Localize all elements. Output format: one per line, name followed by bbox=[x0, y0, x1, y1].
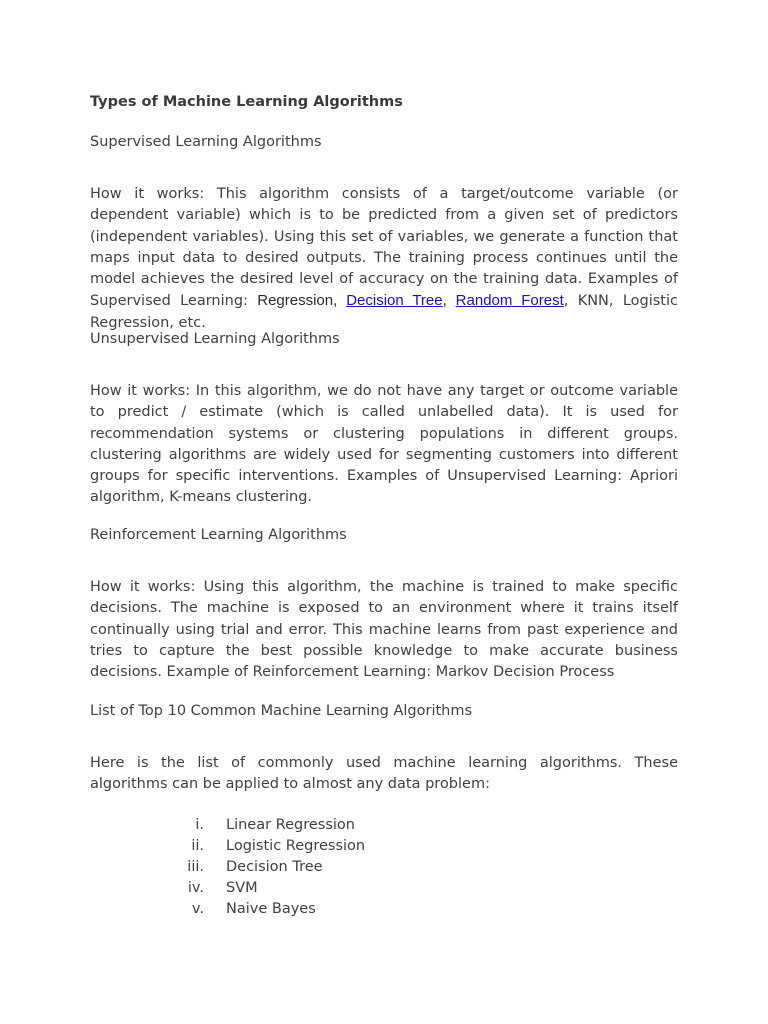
supervised-paragraph bbox=[90, 184, 678, 334]
list-item bbox=[90, 899, 316, 920]
supervised-heading: Supervised Learning Algorithms bbox=[90, 134, 322, 150]
reinforcement-paragraph: How it works: Using this algorithm, the machine is trained to make specific decisions. The machine is exposed to an environment where it trains itself continually using trial and error. This machine learns from past experience and tries to capture the best possible knowledge to make accurate business decisions. Example of Reinforcement Learning: Markov Decision Process bbox=[90, 579, 678, 681]
list-text: Linear Regression bbox=[226, 817, 355, 833]
separator: , bbox=[333, 292, 347, 310]
list-item bbox=[90, 836, 366, 857]
list-number: i. bbox=[195, 817, 204, 833]
list-text: Logistic Regression bbox=[226, 838, 366, 854]
list-text: Naive Bayes bbox=[226, 901, 316, 917]
regression-text: Regression bbox=[257, 292, 334, 310]
list-item bbox=[90, 878, 258, 899]
random-forest-link[interactable]: Random Forest bbox=[455, 292, 564, 310]
list-text: Decision Tree bbox=[226, 859, 323, 875]
decision-tree-link[interactable]: Decision Tree bbox=[346, 292, 443, 310]
separator: , bbox=[442, 292, 456, 310]
page-title: Types of Machine Learning Algorithms bbox=[90, 94, 403, 110]
supervised-tail: , KNN, Logistic Regression, etc. bbox=[90, 293, 678, 331]
unsupervised-paragraph: How it works: In this algorithm, we do not have any target or outcome variable to predict / estimate (which is called unlabelled data). It is used for recommendation systems or clustering populations in different groups. clustering algorithms are widely used for segmenting customers into different groups for specific interventions. Examples of Unsupervised Learning: Apriori algorithm, K-means clustering. bbox=[90, 383, 678, 506]
list-item bbox=[90, 857, 323, 878]
list-item bbox=[90, 815, 355, 836]
list-number: iii. bbox=[187, 859, 204, 875]
supervised-body: How it works: This algorithm consists of a target/outcome variable (or dependent variable) which is to be predicted from a given set of predictors (independent variables). Using this set of variables, we generate a function that maps input data to desired outputs. The training process continues until the model achieves the desired level of accuracy on the training data. Examples of Supervised Learning: bbox=[90, 186, 678, 310]
list-number: v. bbox=[191, 901, 204, 917]
list-number: iv. bbox=[187, 880, 204, 896]
algorithm-list bbox=[90, 815, 366, 920]
reinforcement-heading: Reinforcement Learning Algorithms bbox=[90, 527, 347, 543]
unsupervised-heading: Unsupervised Learning Algorithms bbox=[90, 331, 340, 347]
top10-heading: List of Top 10 Common Machine Learning Algorithms bbox=[90, 703, 473, 719]
top10-intro: Here is the list of commonly used machine learning algorithms. These algorithms can be applied to almost any data problem: bbox=[90, 755, 678, 793]
list-text: SVM bbox=[226, 880, 258, 896]
list-number: ii. bbox=[191, 838, 204, 854]
